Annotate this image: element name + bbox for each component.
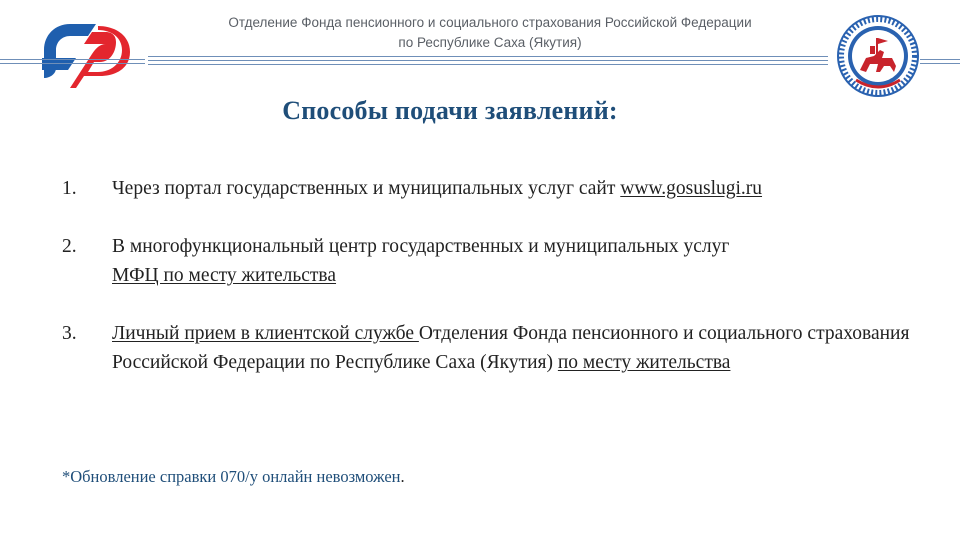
client-service-link[interactable]: Личный прием в клиентской службе (112, 323, 419, 344)
footnote-text: *Обновление справки 070/у онлайн невозможен (62, 467, 401, 486)
header-rule-right-2 (920, 63, 960, 64)
header-rule-mid-2 (148, 60, 828, 61)
footnote (62, 467, 405, 487)
list-item-text (112, 319, 922, 377)
footnote-period: . (400, 467, 405, 486)
header-rule-right-1 (920, 59, 960, 60)
item-1-text: Через портал государственных и муниципальных услуг сайт (112, 178, 621, 199)
header-rule-mid-1 (148, 56, 828, 57)
header-line-1: Отделение Фонда пенсионного и социального страхования Российской Федерации (228, 15, 752, 30)
sfr-logo-icon (36, 18, 136, 94)
header-rule-mid-3 (148, 64, 828, 65)
list-item-number: 2. (62, 236, 77, 257)
yakutia-emblem-icon (836, 14, 920, 98)
place-of-residence-link[interactable]: по месту жительства (557, 352, 731, 373)
list-item-text (112, 232, 922, 290)
item-2-text: В многофункциональный центр государственных и муниципальных услуг (112, 236, 730, 257)
gosuslugi-link[interactable]: www.gosuslugi.ru (620, 178, 763, 199)
page-title: Способы подачи заявлений: (282, 96, 618, 125)
list-item (62, 174, 922, 203)
header-rule-left-2 (0, 63, 145, 64)
mfc-link[interactable]: МФЦ по месту жительства (112, 265, 337, 286)
list-item-text (112, 174, 922, 203)
list-item-number: 1. (62, 178, 77, 199)
submission-methods-list (62, 174, 922, 406)
organization-header (160, 13, 820, 53)
list-item (62, 232, 922, 290)
header-line-2: по Республике Саха (Якутия) (398, 35, 582, 50)
list-item (62, 319, 922, 377)
header-rule-left-1 (0, 59, 145, 60)
list-item-number: 3. (62, 323, 77, 344)
item-3-text: Отделения Фонда пенсионного и социального страхования Российской Федерации по Республике Саха (Якутия) (112, 323, 910, 373)
